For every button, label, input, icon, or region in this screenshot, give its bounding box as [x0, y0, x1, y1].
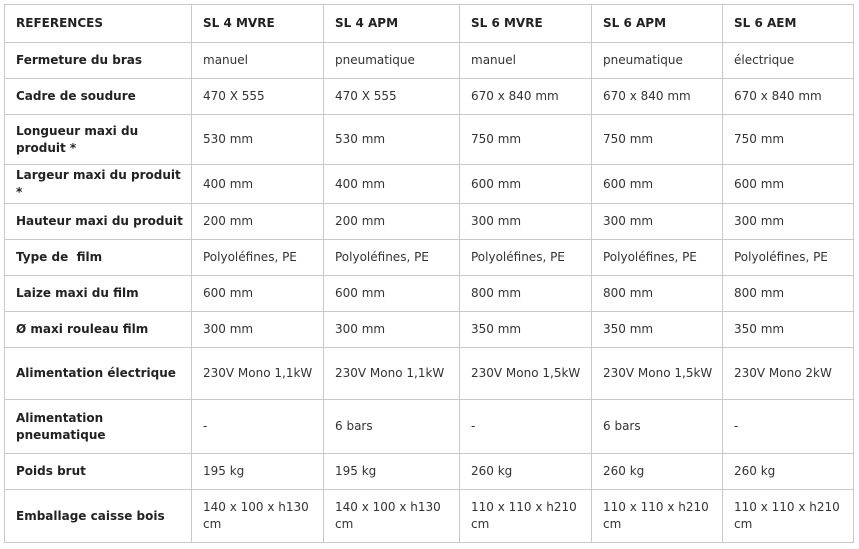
table-cell: 230V Mono 1,5kW [592, 348, 723, 400]
table-cell: 300 mm [592, 204, 723, 240]
table-cell: 260 kg [460, 454, 592, 490]
table-cell: 600 mm [192, 276, 324, 312]
table-cell: 195 kg [192, 454, 324, 490]
table-cell: - [460, 400, 592, 454]
table-cell: 230V Mono 1,1kW [324, 348, 460, 400]
table-row [5, 454, 854, 490]
row-label: Type de film [5, 240, 192, 276]
table-cell: manuel [460, 43, 592, 79]
table-cell: pneumatique [324, 43, 460, 79]
table-row [5, 276, 854, 312]
table-cell: 260 kg [723, 454, 854, 490]
table-cell: 300 mm [723, 204, 854, 240]
table-cell: 300 mm [460, 204, 592, 240]
table-row [5, 400, 854, 454]
table-row [5, 312, 854, 348]
table-cell: 670 x 840 mm [723, 79, 854, 115]
table-cell: 300 mm [324, 312, 460, 348]
table-cell: 110 x 110 x h210 cm [723, 490, 854, 543]
table-cell: 600 mm [723, 165, 854, 204]
table-cell: 230V Mono 1,1kW [192, 348, 324, 400]
table-cell: 200 mm [324, 204, 460, 240]
row-label: Largeur maxi du produit * [5, 165, 192, 204]
table-cell: Polyoléfines, PE [592, 240, 723, 276]
row-label: Longueur maxi du produit * [5, 115, 192, 165]
table-cell: 470 X 555 [192, 79, 324, 115]
row-label: Ø maxi rouleau film [5, 312, 192, 348]
table-cell: Polyoléfines, PE [460, 240, 592, 276]
table-cell: 6 bars [592, 400, 723, 454]
header-cell: SL 6 MVRE [460, 5, 592, 43]
table-cell: Polyoléfines, PE [324, 240, 460, 276]
row-label: Emballage caisse bois [5, 490, 192, 543]
table-cell: 750 mm [723, 115, 854, 165]
spec-table [4, 4, 854, 543]
table-cell: 140 x 100 x h130 cm [324, 490, 460, 543]
row-label: Cadre de soudure [5, 79, 192, 115]
table-row [5, 240, 854, 276]
table-cell: Polyoléfines, PE [723, 240, 854, 276]
table-cell: - [192, 400, 324, 454]
table-row [5, 490, 854, 543]
table-cell: 110 x 110 x h210 cm [460, 490, 592, 543]
table-cell: 800 mm [460, 276, 592, 312]
row-label: Hauteur maxi du produit [5, 204, 192, 240]
table-cell: 195 kg [324, 454, 460, 490]
table-cell: 230V Mono 2kW [723, 348, 854, 400]
table-cell: 350 mm [723, 312, 854, 348]
header-cell: SL 4 APM [324, 5, 460, 43]
table-cell: 670 x 840 mm [460, 79, 592, 115]
table-row [5, 79, 854, 115]
table-cell: 6 bars [324, 400, 460, 454]
table-cell: 800 mm [723, 276, 854, 312]
table-cell: 600 mm [460, 165, 592, 204]
header-cell: SL 6 AEM [723, 5, 854, 43]
table-row [5, 165, 854, 204]
table-cell: 800 mm [592, 276, 723, 312]
table-row [5, 115, 854, 165]
table-cell: pneumatique [592, 43, 723, 79]
table-row [5, 348, 854, 400]
row-label: Alimentation pneumatique [5, 400, 192, 454]
table-row [5, 204, 854, 240]
table-cell: électrique [723, 43, 854, 79]
table-cell: 530 mm [192, 115, 324, 165]
table-cell: 400 mm [192, 165, 324, 204]
table-cell: 300 mm [192, 312, 324, 348]
table-cell: 110 x 110 x h210 cm [592, 490, 723, 543]
table-cell: 350 mm [460, 312, 592, 348]
header-cell: REFERENCES [5, 5, 192, 43]
row-label: Alimentation électrique [5, 348, 192, 400]
header-cell: SL 4 MVRE [192, 5, 324, 43]
header-row [5, 5, 854, 43]
table-cell: 600 mm [324, 276, 460, 312]
table-cell: 140 x 100 x h130 cm [192, 490, 324, 543]
header-cell: SL 6 APM [592, 5, 723, 43]
table-cell: 470 X 555 [324, 79, 460, 115]
table-cell: 350 mm [592, 312, 723, 348]
table-cell: manuel [192, 43, 324, 79]
table-cell: 670 x 840 mm [592, 79, 723, 115]
table-cell: - [723, 400, 854, 454]
table-cell: 260 kg [592, 454, 723, 490]
row-label: Laize maxi du film [5, 276, 192, 312]
table-cell: 530 mm [324, 115, 460, 165]
row-label: Fermeture du bras [5, 43, 192, 79]
table-cell: 750 mm [460, 115, 592, 165]
row-label: Poids brut [5, 454, 192, 490]
table-cell: 200 mm [192, 204, 324, 240]
table-row [5, 43, 854, 79]
table-cell: 600 mm [592, 165, 723, 204]
table-cell: 230V Mono 1,5kW [460, 348, 592, 400]
table-cell: Polyoléfines, PE [192, 240, 324, 276]
table-cell: 400 mm [324, 165, 460, 204]
table-cell: 750 mm [592, 115, 723, 165]
